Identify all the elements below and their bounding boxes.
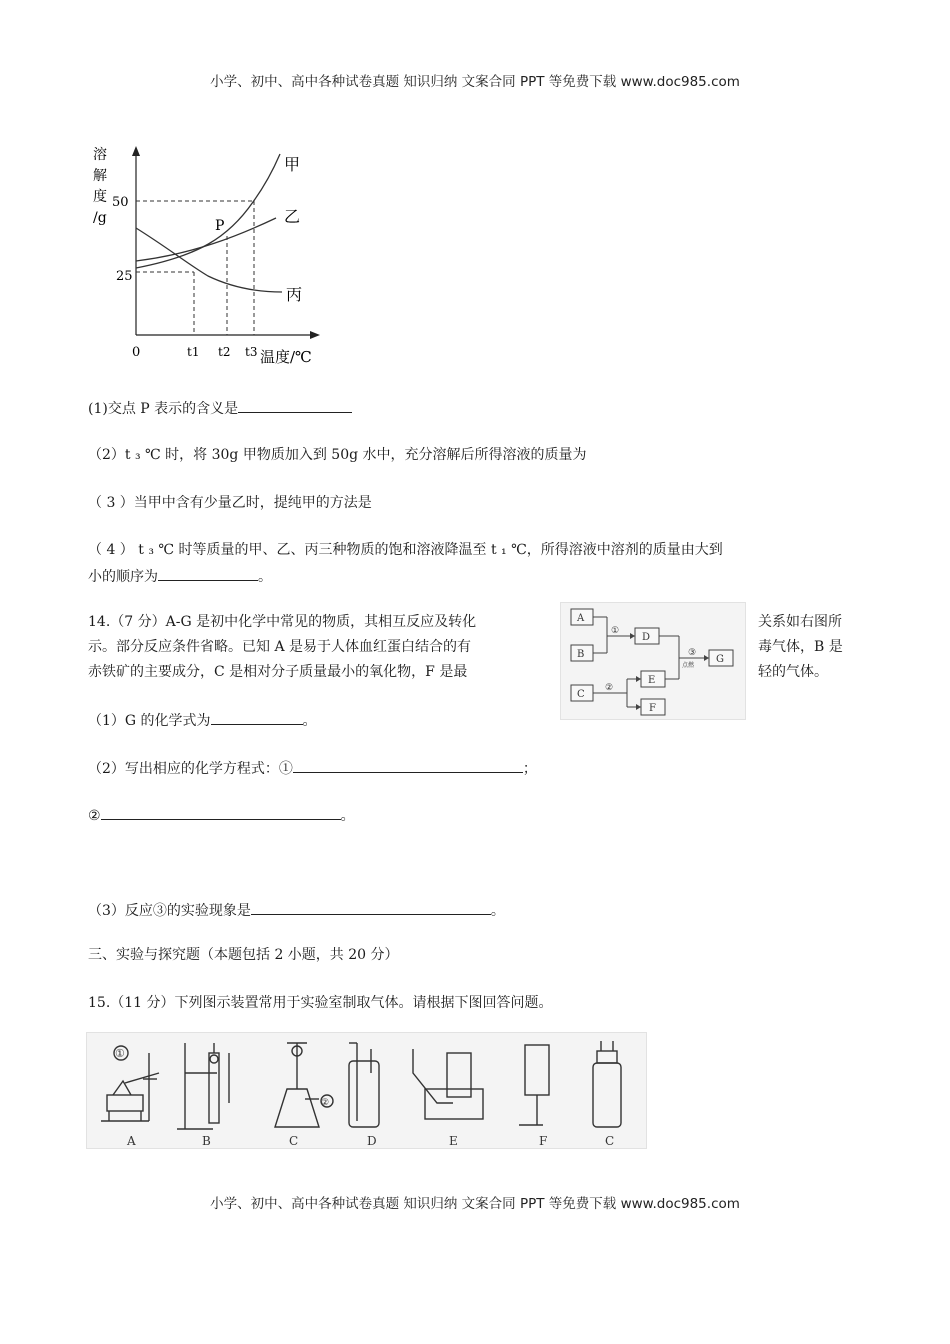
solubility-graph <box>88 140 328 370</box>
q14-line2: 示。部分反应条件省略。已知 A 是易于人体血红蛋白结合的有 <box>88 639 472 655</box>
q13-part1-text: (1)交点 P 表示的含义是 <box>88 401 239 417</box>
q13-part4-text: 小的顺序为 <box>88 569 158 585</box>
apparatus-label-b: B <box>202 1134 211 1148</box>
node-g-label: G <box>716 654 724 665</box>
apparatus-mark-2: ② <box>321 1098 330 1108</box>
condition-label: 点燃 <box>682 662 695 669</box>
apparatus-c <box>275 1043 333 1127</box>
point-p: P <box>215 218 225 234</box>
curve-bing <box>136 228 282 292</box>
period: 。 <box>490 903 505 919</box>
page-header: 小学、初中、高中各种试卷真题 知识归纳 文案合同 PPT 等免费下载 www.doc985.com <box>210 74 740 90</box>
x-axis-arrow <box>310 331 320 339</box>
period: 。 <box>340 808 355 824</box>
q14-sub3-text: （3）反应③的实验现象是 <box>88 903 251 919</box>
q13-part4-line2 <box>88 565 272 586</box>
ytick-25: 25 <box>116 269 133 284</box>
q14-sub2-text: （2）写出相应的化学方程式：① <box>88 761 293 777</box>
origin-label: 0 <box>132 345 141 360</box>
apparatus-label-d: D <box>367 1134 377 1148</box>
apparatus-label-g: C <box>605 1134 615 1148</box>
reaction-flow-diagram <box>560 602 746 720</box>
curve-label-bing: 丙 <box>286 285 303 304</box>
q14-line1: 14.（7 分）A-G 是初中化学中常见的物质，其相互反应及转化 <box>88 614 477 630</box>
apparatus-label-e: E <box>449 1134 458 1148</box>
q14-sub2b <box>88 804 355 825</box>
node-f-label: F <box>649 703 656 714</box>
xtick-t1: t1 <box>187 345 200 359</box>
q13-part1 <box>88 397 352 418</box>
arrowhead <box>630 633 635 639</box>
mark-2: ② <box>605 683 614 693</box>
node-b-label: B <box>577 649 585 660</box>
y-axis-arrow <box>132 146 140 156</box>
apparatus-g <box>593 1041 621 1127</box>
node-c-label: C <box>577 689 585 700</box>
mark-3: ③ <box>688 648 697 658</box>
apparatus-label-f: F <box>539 1134 548 1148</box>
ylabel-unit: /g <box>93 210 107 226</box>
answer-blank[interactable] <box>251 899 491 915</box>
q14-sub2 <box>88 757 537 778</box>
page-footer: 小学、初中、高中各种试卷真题 知识归纳 文案合同 PPT 等免费下载 www.doc985.com <box>210 1196 740 1212</box>
q13-part3: （ 3 ）当甲中含有少量乙时，提纯甲的方法是 <box>88 495 372 511</box>
q14-line2-right: 毒气体，B 是 <box>758 639 843 655</box>
node-e-label: E <box>648 675 656 686</box>
arrowhead <box>636 676 641 682</box>
q15-intro: 15.（11 分）下列图示装置常用于实验室制取气体。请根据下图回答问题。 <box>88 995 553 1011</box>
curve-label-yi: 乙 <box>284 207 301 226</box>
semicolon: ； <box>522 761 537 777</box>
answer-blank[interactable] <box>293 757 523 773</box>
arrowhead <box>704 655 709 661</box>
answer-blank[interactable] <box>238 397 352 413</box>
mark-1: ① <box>611 626 620 636</box>
curve-label-jia: 甲 <box>284 155 301 174</box>
apparatus-a <box>101 1046 159 1121</box>
section-3-title: 三、实验与探究题（本题包括 2 小题，共 20 分） <box>88 947 399 963</box>
period: 。 <box>302 713 317 729</box>
q14-line1-right: 关系如右图所 <box>758 614 842 630</box>
ytick-50: 50 <box>112 195 129 210</box>
apparatus-label-a: A <box>127 1134 136 1148</box>
ylabel-char: 度 <box>93 189 107 205</box>
q14-sub1-text: （1）G 的化学式为 <box>88 713 211 729</box>
curve-jia <box>136 154 280 268</box>
xtick-t3: t3 <box>245 345 258 359</box>
ylabel-char: 溶 <box>93 147 107 163</box>
apparatus-figure <box>86 1032 647 1149</box>
curve-yi <box>136 218 276 261</box>
q14-sub2b-text: ② <box>88 808 101 824</box>
answer-blank[interactable] <box>101 804 341 820</box>
apparatus-label-c: C <box>289 1134 299 1148</box>
q13-part4-line1: （ 4 ） t ₃ ℃ 时等质量的甲、乙、丙三种物质的饱和溶液降温至 t ₁ ℃，所得溶液中溶剂的质量由大到 <box>88 542 723 558</box>
apparatus-mark-1: ① <box>115 1047 125 1060</box>
period: 。 <box>258 569 272 585</box>
q13-part2: （2）t ₃ ℃ 时，将 30g 甲物质加入到 50g 水中，充分溶解后所得溶液的质量为 <box>88 447 587 463</box>
apparatus-f <box>519 1045 549 1125</box>
node-d-label: D <box>642 632 651 643</box>
apparatus-b <box>177 1043 229 1129</box>
answer-blank[interactable] <box>158 565 258 581</box>
q14-line3: 赤铁矿的主要成分，C 是相对分子质量最小的氧化物，F 是最 <box>88 664 468 680</box>
ylabel-char: 解 <box>93 168 107 184</box>
apparatus-e <box>413 1049 483 1119</box>
q14-sub3 <box>88 899 505 920</box>
arrowhead <box>636 704 641 710</box>
xlabel: 温度/℃ <box>260 348 312 366</box>
xtick-t2: t2 <box>218 345 231 359</box>
answer-blank[interactable] <box>211 709 303 725</box>
apparatus-d <box>349 1043 379 1127</box>
q14-sub1 <box>88 709 317 730</box>
node-a-label: A <box>577 613 585 624</box>
q14-line3-right: 轻的气体。 <box>758 664 828 680</box>
